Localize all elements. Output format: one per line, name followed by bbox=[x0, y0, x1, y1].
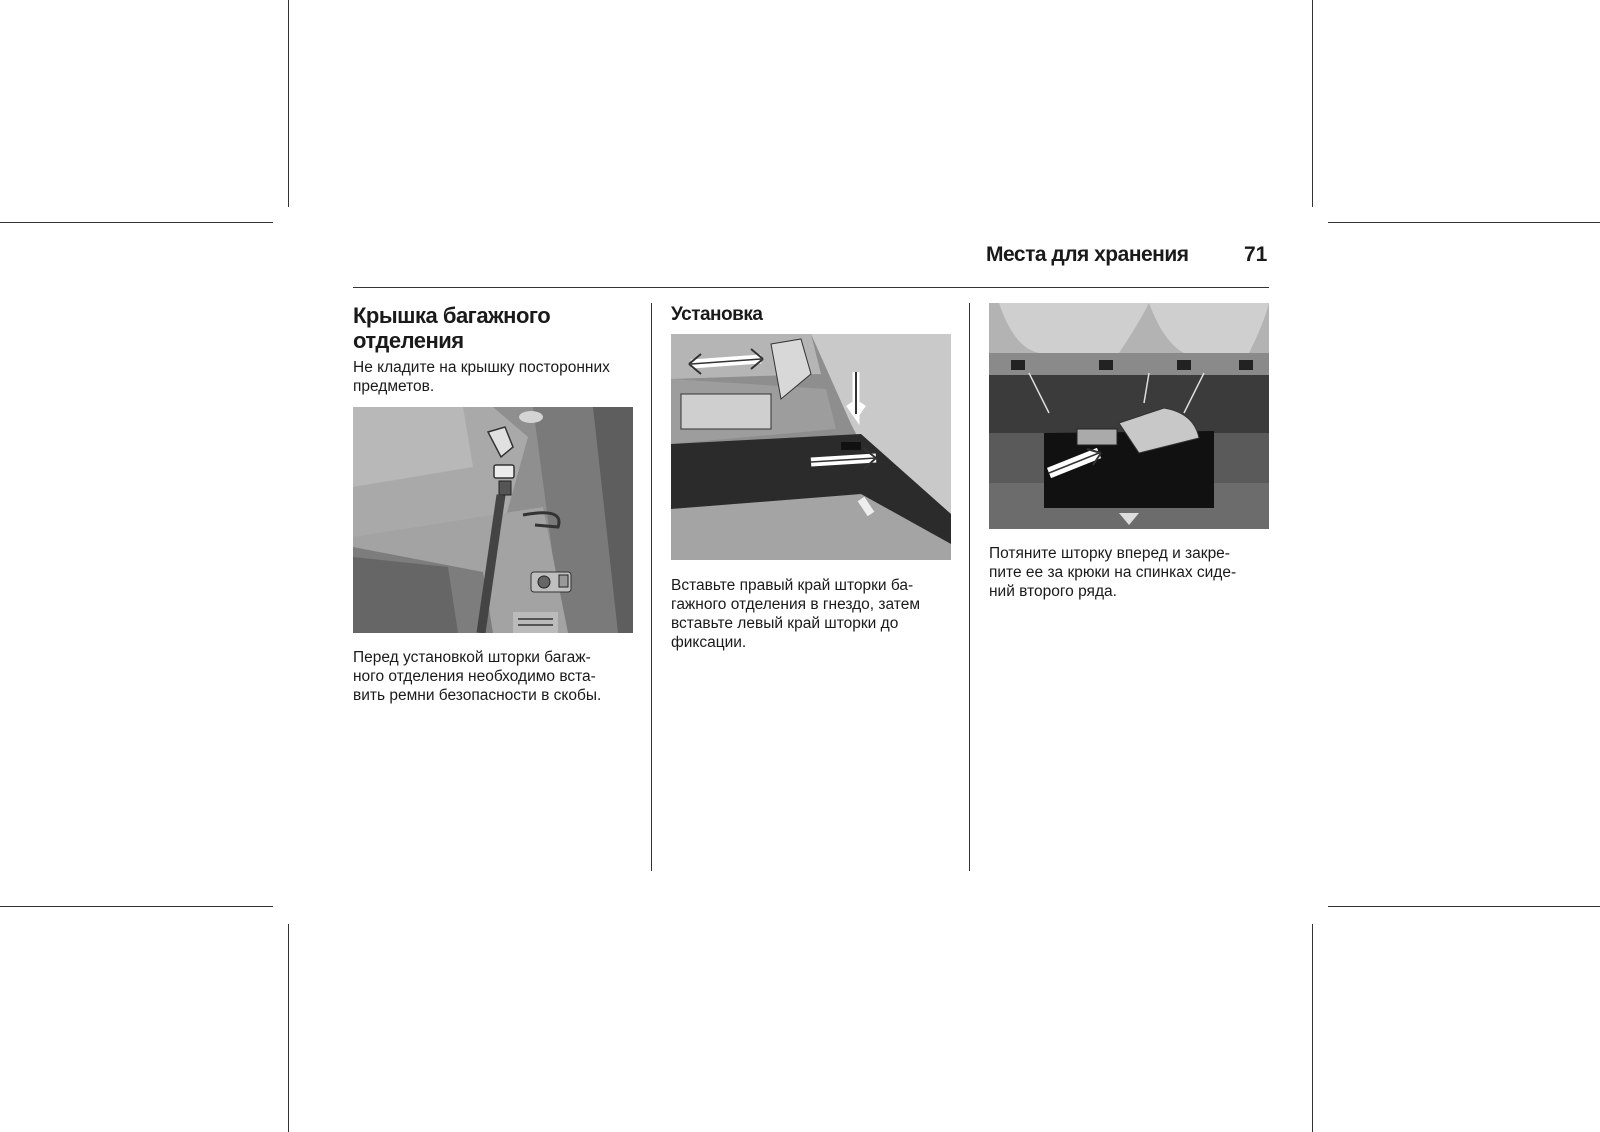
text-line: предметов. bbox=[353, 378, 435, 395]
cargo-cover-hooks-illustration bbox=[989, 303, 1269, 529]
column-divider bbox=[651, 303, 652, 871]
figure-caption bbox=[989, 544, 1269, 601]
cargo-cover-insertion-illustration bbox=[671, 334, 951, 560]
running-header-title: Места для хранения bbox=[986, 243, 1189, 266]
column-3 bbox=[989, 303, 1269, 601]
text-line: Перед установкой шторки багаж- bbox=[353, 649, 591, 666]
text-line: Потяните шторку вперед и закре- bbox=[989, 545, 1230, 562]
crop-mark bbox=[1328, 906, 1600, 907]
text-line: Не кладите на крышку посторонних bbox=[353, 359, 610, 376]
text-line: пите ее за крюки на спинках сиде- bbox=[989, 564, 1237, 581]
crop-mark bbox=[0, 222, 273, 223]
text-line: гажного отделения в гнездо, затем bbox=[671, 596, 920, 613]
subsection-heading: Установка bbox=[671, 304, 763, 325]
text-line: ного отделения необходимо вста- bbox=[353, 668, 596, 685]
column-1 bbox=[353, 303, 633, 705]
header-rule bbox=[353, 287, 1269, 288]
crop-mark bbox=[1312, 0, 1313, 207]
text-line: Вставьте правый край шторки ба- bbox=[671, 577, 914, 594]
crop-mark bbox=[288, 924, 289, 1132]
crop-mark bbox=[288, 0, 289, 207]
section-heading: Крышка багажного отделения bbox=[353, 303, 551, 353]
figure-caption bbox=[671, 576, 951, 652]
text-line: вить ремни безопасности в скобы. bbox=[353, 687, 602, 704]
intro-text bbox=[353, 358, 633, 396]
trunk-side-panel-seatbelt-illustration bbox=[353, 407, 633, 633]
crop-mark bbox=[1328, 222, 1600, 223]
figure-caption bbox=[353, 648, 633, 705]
text-line: ний второго ряда. bbox=[989, 583, 1117, 600]
crop-mark bbox=[1312, 924, 1313, 1132]
crop-mark bbox=[0, 906, 273, 907]
column-divider bbox=[969, 303, 970, 871]
text-line: вставьте левый край шторки до bbox=[671, 615, 899, 632]
column-2 bbox=[671, 303, 951, 652]
page-number: 71 bbox=[1244, 243, 1268, 266]
text-line: фиксации. bbox=[671, 634, 747, 651]
